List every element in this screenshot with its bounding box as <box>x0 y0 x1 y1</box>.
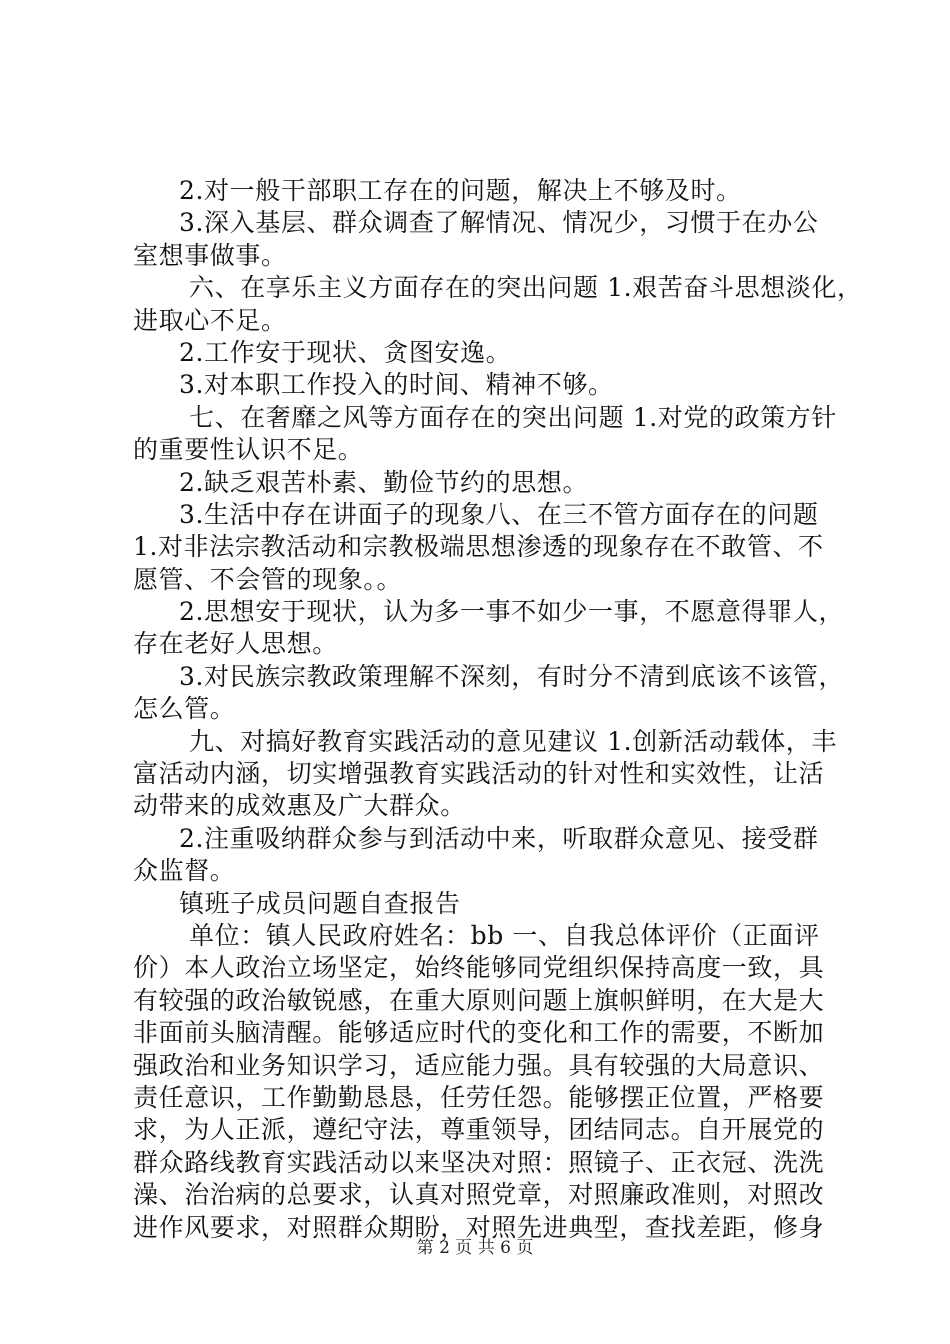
text-line: 求，为人正派，遵纪守法，尊重领导，团结同志。自开展党的 <box>133 1115 825 1145</box>
text-line: 六、在享乐主义方面存在的突出问题 1.艰苦奋斗思想淡化， <box>189 273 863 303</box>
text-line: 3.深入基层、群众调查了解情况、情况少，习惯于在办公 <box>179 208 819 238</box>
text-line: 澡、治治病的总要求，认真对照党章，对照廉政准则，对照改 <box>133 1180 825 1210</box>
text-line: 2.工作安于现状、贪图安逸。 <box>179 337 512 367</box>
text-line: 动带来的成效惠及广大群众。 <box>133 791 466 821</box>
text-line: 群众路线教育实践活动以来坚决对照：照镜子、正衣冠、洗洗 <box>133 1147 825 1177</box>
text-line: 镇班子成员问题自查报告 <box>179 888 461 918</box>
text-line: 2.注重吸纳群众参与到活动中来，听取群众意见、接受群 <box>179 823 819 853</box>
text-line: 责任意识，工作勤勤恳恳，任劳任怨。能够摆正位置，严格要 <box>133 1082 825 1112</box>
text-line: 有较强的政治敏锐感，在重大原则问题上旗帜鲜明，在大是大 <box>133 985 825 1015</box>
text-line: 富活动内涵，切实增强教育实践活动的针对性和实效性，让活 <box>133 759 825 789</box>
text-line: 非面前头脑清醒。能够适应时代的变化和工作的需要，不断加 <box>133 1018 825 1048</box>
text-line: 价）本人政治立场坚定，始终能够同党组织保持高度一致，具 <box>133 953 825 983</box>
text-line: 2.对一般干部职工存在的问题，解决上不够及时。 <box>179 176 742 205</box>
text-line: 2.缺乏艰苦朴素、勤俭节约的思想。 <box>179 467 589 497</box>
text-line: 进作风要求，对照群众期盼，对照先进典型，查找差距，修身 <box>133 1212 825 1242</box>
text-line: 单位：镇人民政府姓名：bb 一、自我总体评价（正面评 <box>189 920 820 950</box>
document-body <box>133 175 863 1244</box>
text-line: 的重要性认识不足。 <box>133 435 364 465</box>
text-line: 怎么管。 <box>133 694 236 724</box>
text-line: 3.对民族宗教政策理解不深刻，有时分不清到底该不该管， <box>179 661 845 691</box>
text-line: 七、在奢靡之风等方面存在的突出问题 1.对党的政策方针 <box>189 402 838 432</box>
text-line: 室想事做事。 <box>133 240 287 270</box>
text-line: 1.对非法宗教活动和宗教极端思想渗透的现象存在不敢管、不 <box>133 532 824 562</box>
text-line: 2.思想安于现状，认为多一事不如少一事，不愿意得罪人， <box>179 597 845 627</box>
text-line: 3.生活中存在讲面子的现象八、在三不管方面存在的问题 <box>179 499 819 529</box>
text-line: 众监督。 <box>133 856 236 886</box>
text-line: 3.对本职工作投入的时间、精神不够。 <box>179 370 614 400</box>
text-line: 存在老好人思想。 <box>133 629 338 659</box>
text-line: 九、对搞好教育实践活动的意见建议 1.创新活动载体，丰 <box>189 726 838 756</box>
text-line: 愿管、不会管的现象。。 <box>133 564 403 594</box>
text-line: 进取心不足。 <box>133 305 287 335</box>
page-footer: 第 2 页 共 6 页 <box>416 1238 534 1258</box>
text-line: 强政治和业务知识学习，适应能力强。具有较强的大局意识、 <box>133 1050 825 1080</box>
